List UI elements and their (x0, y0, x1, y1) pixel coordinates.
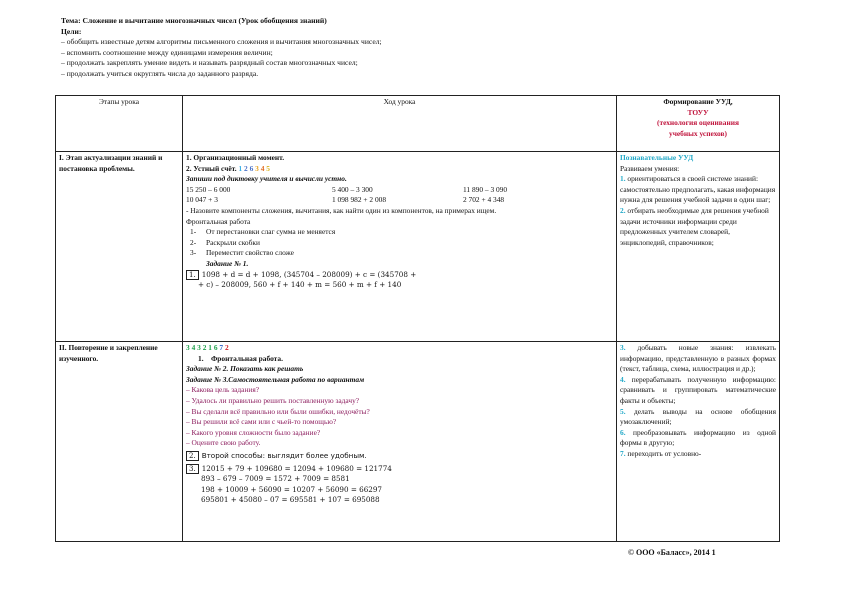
digit: 4 (191, 343, 196, 352)
example: 11 890 – 3 090 (463, 184, 508, 194)
uud-item: 3. добывать новые знания: извлекать информацию, представленную в разных формах (текст, таблица, схема, иллюстрация и др.); (620, 343, 776, 374)
reflection-question: – Какого уровня сложности было задание? (186, 427, 321, 437)
digit: 1 (208, 343, 212, 352)
digit: 2 (224, 343, 229, 352)
oral-count-label: 2. Устный счёт. (186, 163, 237, 173)
task-2-label: Задание № 2. Показать как решать (186, 364, 304, 374)
list-item: 1- От перестановки слаг сумма не меняется (190, 227, 336, 237)
reflection-question: – Вы сделали всё правильно или были ошибки, недочёты? (186, 406, 370, 416)
reflection-question: – Какова цель задания? (186, 385, 260, 395)
table-header-row (56, 96, 780, 152)
list-item: 2- Раскрыли скобки (190, 237, 260, 247)
digit-sequence (186, 343, 613, 354)
goal-item: – продолжать учиться округлять числа до заданного разряда. (61, 68, 259, 78)
example: 2 702 + 4 348 (463, 195, 505, 205)
uud-item: 6. преобразовывать информацию из одной формы в другую; (620, 427, 776, 448)
components-question: - Назовите компоненты сложения, вычитания, как найти один из компонентов, на примерах ищем. (186, 205, 497, 215)
header-uud-line2: ТОУУ (687, 107, 709, 117)
lesson-table (55, 95, 780, 542)
calc-line: 695801 + 45080 – 07 = 695581 + 107 = 695088 (201, 495, 380, 505)
org-moment: 1. Организационный момент. (186, 153, 285, 162)
digit: 3 (255, 163, 259, 173)
calc-line: 3. 12015 + 79 + 109680 = 12094 + 109680 = 121774 (186, 464, 613, 475)
uud-title: Познавательные УУД (620, 153, 694, 162)
header-uud-line3: (технология оценивания (656, 118, 740, 128)
calc-line: 198 + 10009 + 56090 = 10207 + 56090 = 66297 (201, 484, 383, 494)
example: 15 250 – 6 000 (186, 184, 231, 194)
page-footer: © ООО «Баласс», 2014 1 (628, 548, 716, 557)
example: 5 400 – 3 300 (332, 184, 373, 194)
example: 1 098 982 + 2 008 (332, 195, 387, 205)
header-uud-line1: Формирование УУД, (663, 97, 733, 106)
course-cell (183, 152, 617, 342)
frontal-work-label: Фронтальная работа (186, 216, 251, 226)
header-stages: Этапы урока (56, 96, 183, 152)
uud-cell (617, 342, 780, 542)
table-row (56, 152, 780, 342)
digit: 4 (260, 163, 265, 173)
oral-count (186, 164, 613, 175)
digit: 7 (219, 343, 224, 352)
example: 10 047 + 3 (186, 195, 218, 205)
formula-text: 1098 + d = d + 1098, (345704 – 208009) + c = (345708 + (201, 269, 417, 279)
digit: 6 (249, 163, 254, 173)
table-row (56, 342, 780, 542)
uud-cell (617, 152, 780, 342)
uud-item: 4. перерабатывать полученную информацию: сравнивать и группировать математические факты и объекты; (620, 374, 776, 405)
uud-item: 7. переходить от условно- (620, 448, 702, 458)
digit: 6 (213, 343, 218, 352)
digit: 2 (244, 163, 248, 173)
digit: 3 (197, 343, 201, 352)
uud-item: 1. ориентироваться в своей системе знаний: самостоятельно предполагать, какая информация нужна для решения учебной задачи в один шаг; (620, 174, 776, 205)
dictation-instruction: Запиши под диктовку учителя и вычисли устно. (186, 174, 347, 184)
stage-cell: I. Этап актуализации знаний и постановка проблемы. (56, 152, 183, 342)
digit: 5 (266, 163, 270, 173)
digit: 2 (202, 343, 207, 352)
list-item: 3- Переместит свойство сложе (190, 248, 294, 258)
task-box: 2. (186, 451, 199, 461)
goal-item: – обобщить известные детям алгоритмы письменного сложения и вычитания многозначных чисел; (61, 37, 382, 46)
formula-line: + c) – 208009, 560 + f + 140 + m = 560 + m + f + 140 (198, 280, 402, 290)
lesson-title: Тема: Сложение и вычитание многозначных чисел (Урок обобщения знаний) (61, 16, 327, 25)
frontal-work-label: 1. Фронтальная работа. (198, 353, 283, 363)
header-uud-line4: учебных успехов) (669, 128, 727, 138)
goal-item: – вспомнить соотношение между единицами измерения величин; (61, 47, 273, 57)
uud-item: 5. делать выводы на основе обобщения умозаключений; (620, 406, 776, 427)
stage-cell: II. Повторение и закрепление изученного. (56, 342, 183, 542)
digit: 3 (186, 343, 190, 352)
task-box: 3. (186, 464, 199, 474)
task-3-label: Задание № 3.Самостоятельная работа по вариантам (186, 374, 365, 384)
digit: 1 (238, 163, 243, 173)
header-course: Ход урока (183, 96, 617, 152)
goal-item: – продолжать закреплять умение видеть и называть разрядный состав многозначных чисел; (61, 58, 358, 67)
uud-subtitle: Развиваем умения: (620, 163, 680, 173)
goals-label: Цели: (61, 26, 82, 36)
examples-grid (186, 185, 613, 206)
header-uud (617, 96, 780, 152)
answer-line: 2. Второй способы: выглядит более удобным. (186, 451, 613, 462)
task-1-label: Задание № 1. (206, 258, 249, 268)
reflection-question: – Вы решили всё сами или с чьей-то помощью? (186, 417, 337, 427)
properties-list (186, 227, 613, 259)
calc-line: 893 – 679 – 7009 = 1572 + 7009 = 8581 (201, 474, 350, 484)
course-cell (183, 342, 617, 542)
task-box: 1. (186, 270, 199, 280)
lesson-header (61, 16, 761, 79)
formula-line (186, 270, 613, 281)
reflection-question: – Оцените свою работу. (186, 438, 261, 448)
uud-item: 2. отбирать необходимые для решения учебной задачи источники информации среди предложенных учителем словарей, энциклопедий, справочников; (620, 205, 769, 247)
reflection-question: – Удалось ли правильно решить поставленную задачу? (186, 395, 360, 405)
